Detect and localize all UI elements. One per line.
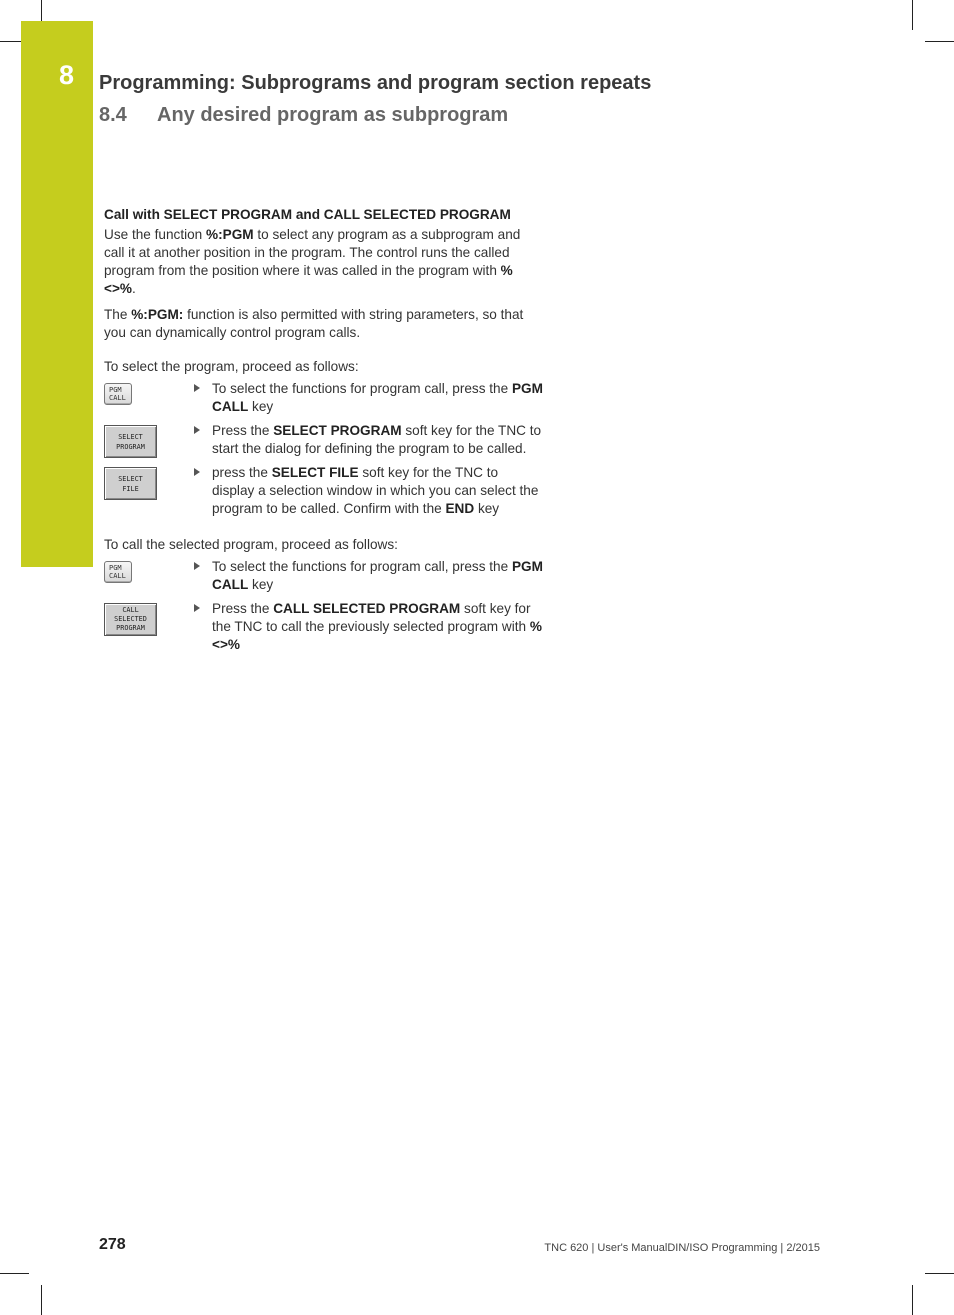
text: soft key for the TNC to display a selection window in which you can select the program to be called. Confirm with the bbox=[212, 465, 539, 516]
key-label: PGM bbox=[109, 564, 122, 572]
key-label: CALL bbox=[109, 394, 126, 402]
text: soft key for the TNC to start the dialog for defining the program to be called. bbox=[212, 423, 542, 456]
code-pgm-string: %:PGM: bbox=[131, 307, 184, 322]
text: key bbox=[474, 501, 500, 516]
select-step-2 bbox=[104, 422, 544, 458]
text: key bbox=[248, 399, 274, 414]
key-label: CALL bbox=[109, 572, 126, 580]
key-label: PROGRAM bbox=[116, 442, 145, 451]
key-label: PGM bbox=[109, 386, 122, 394]
call-step-2 bbox=[104, 600, 544, 654]
main-content bbox=[104, 206, 544, 660]
arrow-right-icon bbox=[194, 562, 200, 570]
crop-mark bbox=[41, 0, 42, 21]
key-label: SELECT bbox=[118, 432, 143, 441]
crop-mark bbox=[925, 41, 954, 42]
key-label: PROGRAM bbox=[116, 624, 145, 632]
text: . bbox=[131, 281, 136, 296]
key-name: PGM CALL bbox=[212, 381, 543, 414]
call-intro: To call the selected program, proceed as follows: bbox=[104, 537, 398, 552]
code-call: %<>% bbox=[104, 263, 513, 296]
text: press the bbox=[212, 465, 272, 480]
text: Press the bbox=[212, 423, 274, 438]
key-label: FILE bbox=[122, 484, 139, 493]
crop-mark bbox=[0, 1273, 29, 1274]
chapter-side-bar bbox=[21, 21, 93, 567]
text: Press the bbox=[212, 601, 274, 616]
key-name: SELECT FILE bbox=[271, 465, 359, 480]
intro-paragraph-2 bbox=[104, 306, 544, 342]
text: Use the function bbox=[104, 227, 207, 242]
arrow-right-icon bbox=[194, 384, 200, 392]
text: to select any program as a subprogram and call it at another position in the program. The control runs the called program from the position where it was called in the program with bbox=[104, 227, 521, 278]
arrow-right-icon bbox=[194, 604, 200, 612]
arrow-right-icon bbox=[194, 426, 200, 434]
text: To select the functions for program call, press the bbox=[212, 559, 512, 574]
crop-mark bbox=[912, 1285, 913, 1315]
key-label: SELECT bbox=[118, 474, 143, 483]
key-name: END bbox=[445, 501, 475, 516]
pgm-call-key[interactable] bbox=[104, 383, 132, 405]
intro-paragraph-1 bbox=[104, 226, 544, 298]
text: soft key for the TNC to call the previously selected program with bbox=[212, 601, 531, 634]
page-number: 278 bbox=[99, 1236, 126, 1253]
section-number: 8.4 bbox=[99, 104, 127, 126]
code-pgm: %:PGM bbox=[206, 227, 254, 242]
text: The bbox=[104, 307, 132, 322]
select-file-softkey[interactable] bbox=[104, 467, 157, 500]
crop-mark bbox=[925, 1273, 954, 1274]
chapter-title: Programming: Subprograms and program section repeats bbox=[99, 72, 652, 94]
key-name: CALL SELECTED PROGRAM bbox=[273, 601, 461, 616]
select-step-1 bbox=[104, 380, 544, 416]
call-selected-program-softkey[interactable] bbox=[104, 603, 157, 636]
arrow-right-icon bbox=[194, 468, 200, 476]
footer-text: TNC 620 | User's ManualDIN/ISO Programming | 2/2015 bbox=[544, 1242, 820, 1254]
crop-mark bbox=[41, 1285, 42, 1315]
section-title: Any desired program as subprogram bbox=[157, 104, 509, 126]
crop-mark bbox=[0, 41, 21, 42]
call-step-1 bbox=[104, 558, 544, 594]
key-name: SELECT PROGRAM bbox=[273, 423, 402, 438]
key-label: SELECTED bbox=[114, 615, 147, 623]
text: function is also permitted with string parameters, so that you can dynamically control program calls. bbox=[104, 307, 524, 340]
crop-mark bbox=[912, 0, 913, 30]
key-name: %<>% bbox=[212, 619, 542, 652]
key-name: PGM CALL bbox=[212, 559, 543, 592]
text: To select the functions for program call, press the bbox=[212, 381, 512, 396]
chapter-number: 8 bbox=[59, 60, 75, 90]
pgm-call-key[interactable] bbox=[104, 561, 132, 583]
select-program-softkey[interactable] bbox=[104, 425, 157, 458]
select-step-3 bbox=[104, 464, 544, 518]
text: key bbox=[248, 577, 274, 592]
select-intro: To select the program, proceed as follows: bbox=[104, 359, 359, 374]
subsection-title: Call with SELECT PROGRAM and CALL SELECTED PROGRAM bbox=[104, 207, 511, 222]
key-label: CALL bbox=[122, 606, 139, 614]
section-heading bbox=[99, 104, 508, 127]
